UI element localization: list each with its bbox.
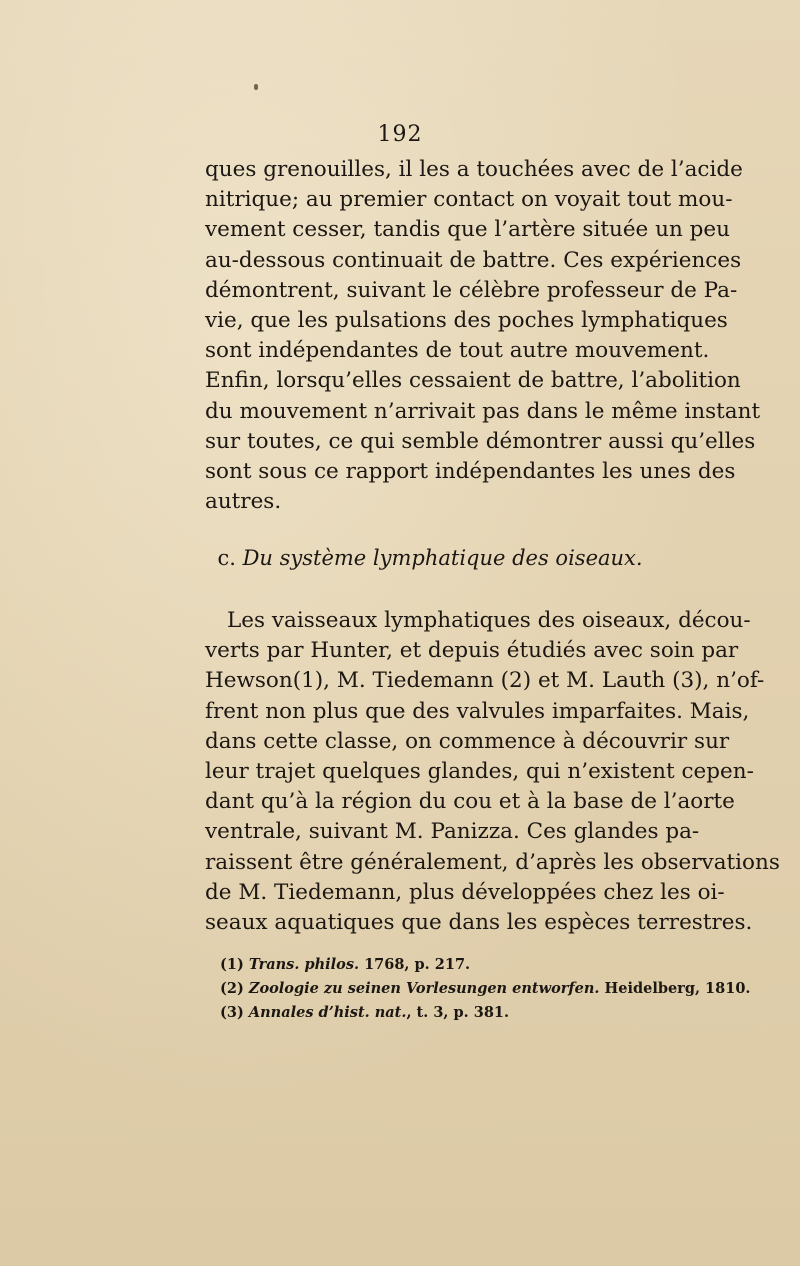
footnote-detail: , t. 3, p. 381. [406,1004,510,1021]
footnotes [220,953,751,1025]
text-line: sont sous ce rapport indépendantes les unes des [205,459,736,485]
text-line: dans cette classe, on commence à découvrir sur [205,728,730,754]
text-line: ques grenouilles, il les a touchées avec de l’acide [205,157,743,182]
section-title: Du système lymphatique des oiseaux. [242,546,643,570]
footnote-1 [220,953,680,977]
text-line: sur toutes, ce qui semble démontrer aussi qu’elles [205,428,756,454]
footnote-detail: 1768, p. 217. [359,956,471,973]
footnote-number: (3) [220,1004,244,1021]
text-line: dant qu’à la région du cou et à la base de l’aorte [205,789,735,815]
footnote-number: (2) [220,980,244,997]
paragraph-1 [205,155,761,517]
text-line: Hewson(1), M. Tiedemann (2) et M. Lauth (3), n’of- [205,668,765,694]
text-line: autres. [205,489,282,515]
page-number: 192 [377,122,423,147]
text-line: Les vaisseaux lymphatiques des oiseaux, décou- [227,608,751,633]
text-line: du mouvement n’arrivait pas dans le même instant [205,398,761,424]
footnote-3 [220,1001,680,1025]
text-line: vement cesser, tandis que l’artère située un peu [205,217,730,243]
text-line: nitrique; au premier contact on voyait tout mou- [205,187,733,213]
text-line: frent non plus que des valvules imparfaites. Mais, [205,698,750,724]
footnote-2 [220,977,751,1001]
paragraph-2 [205,606,780,938]
text-line: seaux aquatiques que dans les espèces terrestres. [205,910,753,936]
text-line: Enfin, lorsqu’elles cessaient de battre, l’abolition [205,368,741,394]
footnote-detail: Heidelberg, 1810. [599,980,751,997]
text-line: démontrent, suivant le célèbre professeur de Pa- [205,277,738,303]
footnote-title: Trans. philos. [248,956,360,973]
section-heading [0,546,800,570]
text-line: vie, que les pulsations des poches lymphatiques [205,308,728,334]
text-line: leur trajet quelques glandes, qui n’existent cepen- [205,759,754,785]
text-line: verts par Hunter, et depuis étudiés avec soin par [205,638,739,664]
footnote-title: Zoologie zu seinen Vorlesungen entworfen. [248,980,600,997]
text-line: au-dessous continuait de battre. Ces expériences [205,247,742,273]
text-line: ventrale, suivant M. Panizza. Ces glandes pa- [205,819,700,845]
text-line: de M. Tiedemann, plus développées chez les oi- [205,879,725,905]
footnote-number: (1) [220,956,244,973]
section-label: c. [217,546,236,570]
footnote-title: Annales d’hist. nat. [248,1004,407,1021]
ink-speck [254,84,258,90]
text-line: sont indépendantes de tout autre mouvement. [205,338,710,364]
text-line: raissent être généralement, d’après les observations [205,849,780,875]
